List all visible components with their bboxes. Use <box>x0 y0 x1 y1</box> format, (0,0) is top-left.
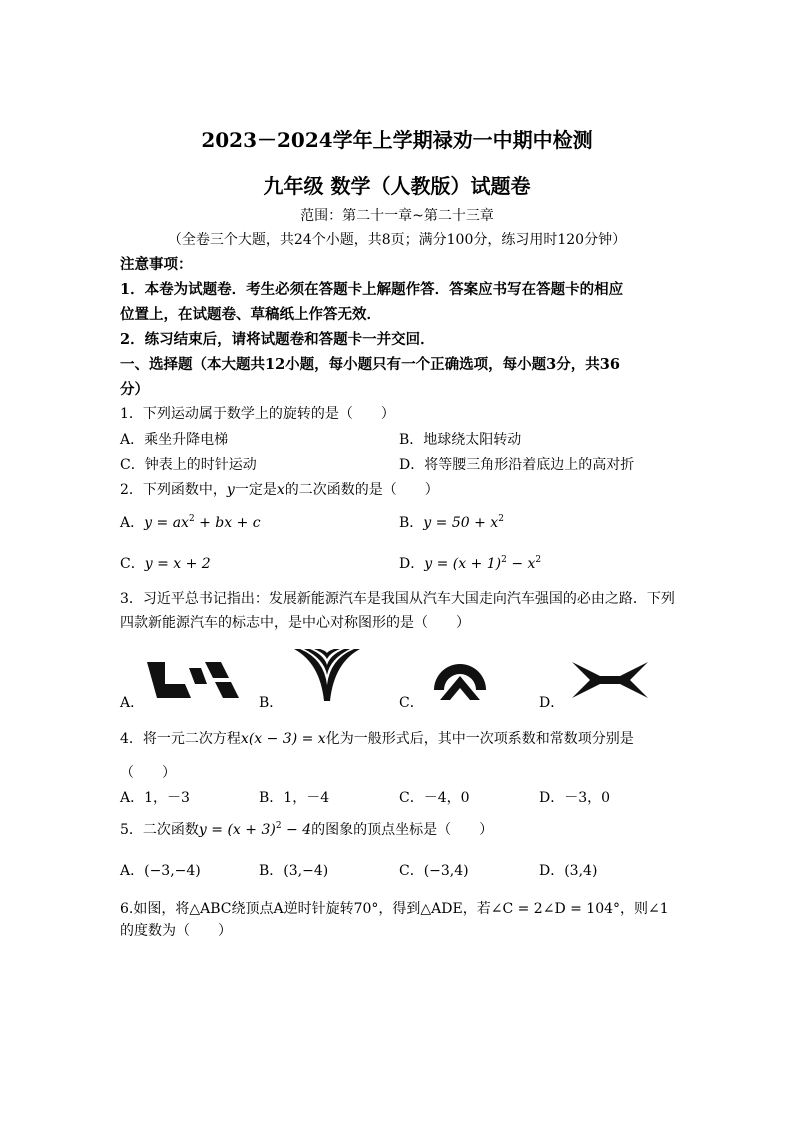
q1-option-b: B．地球绕太阳转动 <box>399 432 522 448</box>
q5-stem-b: 的图象的顶点坐标是（ ） <box>311 822 494 838</box>
q2-b-label: B． <box>399 515 424 531</box>
exam-scope: 范围：第二十一章~第二十三章 <box>300 208 494 224</box>
q2-a-sup: 2 <box>188 514 195 524</box>
logo-a-icon <box>145 660 241 700</box>
q4-stem <box>120 728 634 748</box>
q2-option-b <box>399 512 504 532</box>
q2-c-label: C． <box>120 556 145 572</box>
section1-heading-b: 分） <box>120 381 149 398</box>
q6-line-1: 6.如图，将△ABC绕顶点A逆时针旋转70°，得到△ADE，若∠C = 2∠D = 104°，则∠1 <box>120 901 669 917</box>
q2-stem-c: 的二次函数的是（ ） <box>284 482 439 498</box>
q5-option-d: D．(3,4) <box>539 863 598 879</box>
q2-b-sup: 2 <box>498 514 504 524</box>
q2-d-tail: − x <box>506 556 536 572</box>
q1-option-a: A．乘坐升降电梯 <box>120 432 229 448</box>
q5-sup: 2 <box>275 821 282 831</box>
q2-d-sup2: 2 <box>535 555 542 565</box>
q3-option-d: D． <box>539 695 565 711</box>
q4-option-c: C．－4，0 <box>399 790 470 806</box>
q1-stem: 1．下列运动属于数学上的旋转的是（ ） <box>120 406 395 422</box>
q5-func-tail: − 4 <box>281 822 312 838</box>
q2-stem <box>120 479 439 499</box>
q2-b-expr: y = 50 + x <box>423 515 499 531</box>
q4-option-b: B．1，－4 <box>259 790 330 806</box>
exam-info: （全卷三个大题，共24个小题，共8页；满分100分，练习用时120分钟） <box>167 232 627 248</box>
notes-line-1b: 位置上，在试题卷、草稿纸上作答无效． <box>120 306 381 323</box>
q2-stem-a: 2．下列函数中， <box>120 482 227 498</box>
q5-option-a: A．(−3,−4) <box>120 863 201 879</box>
q2-d-sup1: 2 <box>501 555 507 565</box>
logo-c-icon <box>430 650 490 706</box>
q3-option-a: A． <box>120 695 145 711</box>
q3-stem-b: 四款新能源汽车的标志中，是中心对称图形的是（ ） <box>120 615 470 631</box>
exam-title: 2023－2024学年上学期禄劝一中期中检测 <box>201 128 593 152</box>
q5-stem-a: 5．二次函数 <box>120 822 199 838</box>
q4-paren: （ ） <box>120 765 176 781</box>
section1-heading-a: 一、选择题（本大题共12小题，每小题只有一个正确选项，每小题3分，共36 <box>120 356 620 373</box>
q4-stem-a: 4．将一元二次方程 <box>120 731 241 747</box>
logo-b-icon <box>290 645 364 705</box>
q1-option-d: D．将等腰三角形沿着底边上的高对折 <box>399 457 635 473</box>
q2-c-expr: y = x + 2 <box>144 556 211 572</box>
q2-d-label: D． <box>399 556 425 572</box>
notes-line-2: 2．练习结束后，请将试题卷和答题卡一并交回． <box>120 331 435 348</box>
q4-option-a: A．1，－3 <box>120 790 190 806</box>
q2-var-y: y <box>226 482 235 498</box>
q4-option-d: D．－3，0 <box>539 790 611 806</box>
q3-option-c: C． <box>399 695 424 711</box>
q4-stem-b: 化为一般形式后，其中一次项系数和常数项分别是 <box>325 731 634 747</box>
q5-option-c: C．(−3,4) <box>399 863 469 879</box>
q3-option-b: B． <box>259 695 284 711</box>
q2-d-expr: y = (x + 1) <box>424 556 502 572</box>
q5-option-b: B．(3,−4) <box>259 863 329 879</box>
notes-line-1a: 1．本卷为试题卷．考生必须在答题卡上解题作答．答案应书写在答题卡的相应 <box>120 281 624 298</box>
q2-option-a <box>120 512 261 532</box>
q5-stem <box>120 819 493 839</box>
q2-a-y: y <box>144 515 153 531</box>
q2-a-label: A． <box>120 515 145 531</box>
q2-option-d <box>399 553 541 573</box>
q2-a-eq: = <box>152 515 173 531</box>
q2-stem-b: 一定是 <box>234 482 277 498</box>
exam-subtitle: 九年级 数学（人教版）试题卷 <box>263 174 531 198</box>
q2-a-ax: ax <box>172 515 189 531</box>
q3-stem-a: 3．习近平总书记指出：发展新能源汽车是我国从汽车大国走向汽车强国的必由之路．下列 <box>120 591 675 607</box>
q1-option-c: C．钟表上的时针运动 <box>120 457 257 473</box>
q2-option-c <box>120 553 211 573</box>
logo-d-icon <box>570 660 650 700</box>
q2-var-x: x <box>276 482 285 498</box>
q2-a-tail: + bx + c <box>194 515 261 531</box>
q5-func: y = (x + 3) <box>198 822 276 838</box>
notes-heading: 注意事项： <box>120 256 193 273</box>
q4-equation: x(x − 3) = x <box>240 731 326 747</box>
q6-line-2: 的度数为（ ） <box>120 923 232 939</box>
